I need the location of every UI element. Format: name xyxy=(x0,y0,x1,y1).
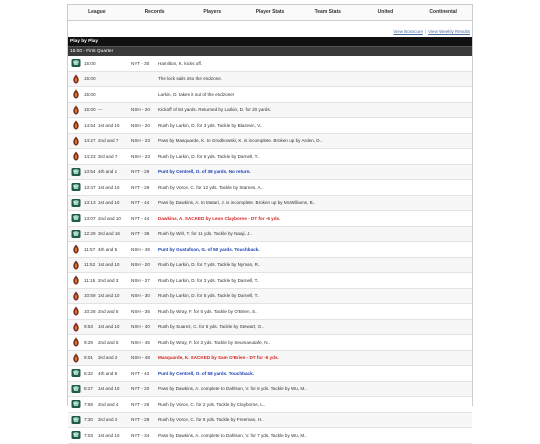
play-description: Rush by Vorce, C. for 12 yds. Tackle by Starnes, A.. xyxy=(158,184,264,190)
play-row xyxy=(68,56,472,72)
quarter-header: 15:00 - First Quarter xyxy=(68,46,472,56)
play-row xyxy=(68,258,472,274)
play-clock: 11:52 xyxy=(84,262,96,268)
play-spot: NSH - 20 xyxy=(131,262,150,268)
main-container xyxy=(67,4,473,438)
play-spot: NSH - 23 xyxy=(131,153,150,159)
nsh-logo-icon xyxy=(71,136,81,146)
nav-records[interactable]: Records xyxy=(144,9,165,15)
play-down: 1st and 10 xyxy=(98,184,120,190)
play-row xyxy=(68,382,472,398)
nsh-logo-icon xyxy=(71,105,81,115)
play-row xyxy=(68,273,472,289)
nyt-logo-icon xyxy=(71,368,81,378)
play-clock: 13:13 xyxy=(84,200,96,206)
play-down: 1st and 10 xyxy=(98,293,120,299)
play-spot: NSH - 49 xyxy=(131,246,150,252)
nsh-logo-icon xyxy=(71,306,81,316)
play-spot: NSH - 45 xyxy=(131,339,150,345)
play-down: 1st and 10 xyxy=(98,432,120,438)
nsh-logo-icon xyxy=(71,337,81,347)
play-down: 4th and 8 xyxy=(98,370,118,376)
nsh-logo-icon xyxy=(71,260,81,270)
play-clock: 8:27 xyxy=(84,386,93,392)
play-spot: NSH - 23 xyxy=(131,138,150,144)
play-spot: NSH - 20 xyxy=(131,107,150,113)
play-row xyxy=(68,180,472,196)
play-description: Kickoff of 84 yards. Returned by Larkin, D. for 20 yards. xyxy=(158,107,272,113)
play-row xyxy=(68,149,472,165)
play-description: Dawkins, A. SACKED by Leon Clayborne - DT for -6 yds. xyxy=(158,215,281,221)
play-clock: 10:59 xyxy=(84,293,96,299)
play-description: Rush by Wirl, T. for 11 yds. Tackle by Naaji, J.. xyxy=(158,231,252,237)
play-description: Punt by Gustafson, G. of 50 yards. Touchback. xyxy=(158,246,260,252)
play-description: Pass by Dawkins, A. to Matari, J. is incomplete. Broken up by McWilliams, B.. xyxy=(158,200,316,206)
play-row xyxy=(68,304,472,320)
play-spot: NYT - 38 xyxy=(131,231,150,237)
play-spot: NSH - 20 xyxy=(131,122,150,128)
play-clock: 13:07 xyxy=(84,215,96,221)
nav-player-stats[interactable]: Player Stats xyxy=(255,9,285,15)
play-row xyxy=(68,351,472,367)
play-down: 1st and 10 xyxy=(98,386,120,392)
view-boxscore-link[interactable]: View Boxscore xyxy=(393,29,423,34)
nsh-logo-icon xyxy=(71,275,81,285)
play-description: Punt by Centrell, O. of 58 yards. Touchback. xyxy=(158,370,254,376)
play-clock: 14:54 xyxy=(84,122,96,128)
nsh-logo-icon xyxy=(71,89,81,99)
play-clock: 9:01 xyxy=(84,355,93,361)
play-row xyxy=(68,366,472,382)
nsh-logo-icon xyxy=(71,353,81,363)
play-clock: 11:15 xyxy=(84,277,96,283)
play-spot: NYT - 20 xyxy=(131,386,150,392)
play-spot: NSH - 40 xyxy=(131,324,150,330)
play-description: Rush by Wray, F. for 5 yds. Tackle by O'Brien, S.. xyxy=(158,308,258,314)
nav-continental[interactable]: Continental xyxy=(429,9,457,15)
play-row xyxy=(68,289,472,305)
play-description: Rush by Suarez, C. for 5 yds. Tackle by Stewart, G.. xyxy=(158,324,264,330)
play-description: Rush by Larkin, D. for 3 yds. Tackle by Blazevic, V.. xyxy=(158,122,263,128)
nsh-logo-icon xyxy=(71,322,81,332)
play-description: Rush by Vorce, C. for 6 yds. Tackle by Freeman, H.. xyxy=(158,417,264,423)
nyt-logo-icon xyxy=(71,415,81,425)
nsh-logo-icon xyxy=(71,244,81,254)
play-down: 2nd and 7 xyxy=(98,138,119,144)
play-description: Rush by Larkin, D. for 6 yds. Tackle by Darnell, T.. xyxy=(158,153,260,159)
play-down: 3rd and 2 xyxy=(98,417,118,423)
play-spot: NYT - 44 xyxy=(131,215,150,221)
play-down: 1st and 10 xyxy=(98,200,120,206)
play-row xyxy=(68,320,472,336)
play-clock: 7:30 xyxy=(84,417,93,423)
play-clock: 9:29 xyxy=(84,339,93,345)
play-spot: NYT - 29 xyxy=(131,184,150,190)
play-down: 2nd and 4 xyxy=(98,401,119,407)
nsh-logo-icon xyxy=(71,151,81,161)
nav-team-stats[interactable]: Team Stats xyxy=(314,9,341,15)
link-separator: | xyxy=(424,29,427,34)
nyt-logo-icon xyxy=(71,229,81,239)
nyt-logo-icon xyxy=(71,213,81,223)
play-description: The kick sails into the endzone. xyxy=(158,76,223,82)
play-row xyxy=(68,397,472,413)
play-description: Hamilton, K. kicks off. xyxy=(158,60,203,66)
play-spot: NYT - 29 xyxy=(131,169,150,175)
play-description: Rush by Vorce, C. for 2 yds. Tackle by Clayborne, L.. xyxy=(158,401,266,407)
play-clock: 8:32 xyxy=(84,370,93,376)
nyt-logo-icon xyxy=(71,58,81,68)
play-down: 3rd and 7 xyxy=(98,153,118,159)
play-description: Rush by Wray, F. for 3 yds. Tackle by Seumanutafe, N.. xyxy=(158,339,271,345)
play-down: 3rd and 2 xyxy=(98,355,118,361)
play-down: 2nd and 3 xyxy=(98,277,119,283)
play-row xyxy=(68,103,472,119)
play-clock: 10:28 xyxy=(84,308,96,314)
play-row xyxy=(68,118,472,134)
play-down: 1st and 10 xyxy=(98,262,120,268)
play-description: Larkin, D. takes it out of the endzone! xyxy=(158,91,235,97)
play-description: Rush by Larkin, D. for 5 yds. Tackle by Darnell, T.. xyxy=(158,293,260,299)
play-clock: 13:54 xyxy=(84,169,96,175)
nsh-logo-icon xyxy=(71,120,81,130)
nyt-logo-icon xyxy=(71,167,81,177)
play-spot: NSH - 27 xyxy=(131,277,150,283)
play-row xyxy=(68,211,472,227)
play-down: 2nd and 10 xyxy=(98,215,121,221)
play-spot: NYT - 28 xyxy=(131,417,150,423)
nav-league[interactable]: League xyxy=(88,9,106,15)
play-clock: 11:57 xyxy=(84,246,96,252)
play-down: 3rd and 16 xyxy=(98,231,120,237)
play-spot: NYT - 26 xyxy=(131,401,150,407)
play-clock: 9:53 xyxy=(84,324,93,330)
top-nav xyxy=(68,5,472,21)
nyt-logo-icon xyxy=(71,430,81,440)
play-row xyxy=(68,196,472,212)
play-clock: 7:58 xyxy=(84,401,93,407)
nyt-logo-icon xyxy=(71,182,81,192)
play-row xyxy=(68,242,472,258)
play-description: Masquarde, K. SACKED by Sam O'Brien - DT for -6 yds. xyxy=(158,355,279,361)
play-description: Pass by Dawkins, A. complete to Dahlson, V. for 7 yds. Tackle by Wu, M.. xyxy=(158,432,307,438)
play-row xyxy=(68,87,472,103)
nsh-logo-icon xyxy=(71,74,81,84)
play-description: Rush by Larkin, D. for 3 yds. Tackle by Darnell, T.. xyxy=(158,277,260,283)
play-down: 1st and 10 xyxy=(98,122,120,128)
play-spot: NSH - 35 xyxy=(131,308,150,314)
play-clock: 15:00 xyxy=(84,107,96,113)
play-row xyxy=(68,134,472,150)
play-spot: NYT - 30 xyxy=(131,60,150,66)
play-clock: 7:03 xyxy=(84,432,93,438)
play-spot: NYT - 34 xyxy=(131,432,150,438)
play-row xyxy=(68,335,472,351)
play-description: Punt by Centrell, O. of 38 yards. No return. xyxy=(158,169,251,175)
play-spot: NSH - 30 xyxy=(131,293,150,299)
play-clock: 14:27 xyxy=(84,138,96,144)
nyt-logo-icon xyxy=(71,384,81,394)
play-down: --- xyxy=(98,107,103,113)
play-clock: 15:00 xyxy=(84,60,96,66)
nav-players[interactable]: Players xyxy=(203,9,222,15)
play-spot: NYT - 44 xyxy=(131,200,150,206)
play-down: 4th and 5 xyxy=(98,246,118,252)
play-clock: 15:00 xyxy=(84,76,96,82)
nyt-logo-icon xyxy=(71,198,81,208)
play-description: Pass by Masquarde, K. to Grodkowski, K. is incomplete. Broken up by Arden, D.. xyxy=(158,138,323,144)
play-down: 1st and 10 xyxy=(98,324,120,330)
view-weekly-results-link[interactable]: View Weekly Results xyxy=(428,29,470,34)
result-links xyxy=(68,21,472,37)
nav-united[interactable]: United xyxy=(377,9,394,15)
nsh-logo-icon xyxy=(71,291,81,301)
play-clock: 15:00 xyxy=(84,91,96,97)
play-clock: 14:23 xyxy=(84,153,96,159)
play-list xyxy=(68,56,472,444)
play-row xyxy=(68,428,472,444)
play-down: 2nd and 5 xyxy=(98,308,119,314)
nyt-logo-icon xyxy=(71,399,81,409)
play-down: 4th and 1 xyxy=(98,169,118,175)
play-down: 2nd and 5 xyxy=(98,339,119,345)
play-row xyxy=(68,413,472,429)
play-spot: NSH - 48 xyxy=(131,355,150,361)
play-row xyxy=(68,72,472,88)
play-by-play-header: Play by Play xyxy=(68,37,472,46)
play-spot: NYT - 42 xyxy=(131,370,150,376)
play-description: Rush by Larkin, D. for 7 yds. Tackle by Nyman, R.. xyxy=(158,262,261,268)
play-row xyxy=(68,227,472,243)
play-description: Pass by Dawkins, A. complete to Dahlson, V. for 6 yds. Tackle by Wu, M.. xyxy=(158,386,307,392)
play-row xyxy=(68,165,472,181)
play-clock: 13:47 xyxy=(84,184,96,190)
play-clock: 12:29 xyxy=(84,231,96,237)
